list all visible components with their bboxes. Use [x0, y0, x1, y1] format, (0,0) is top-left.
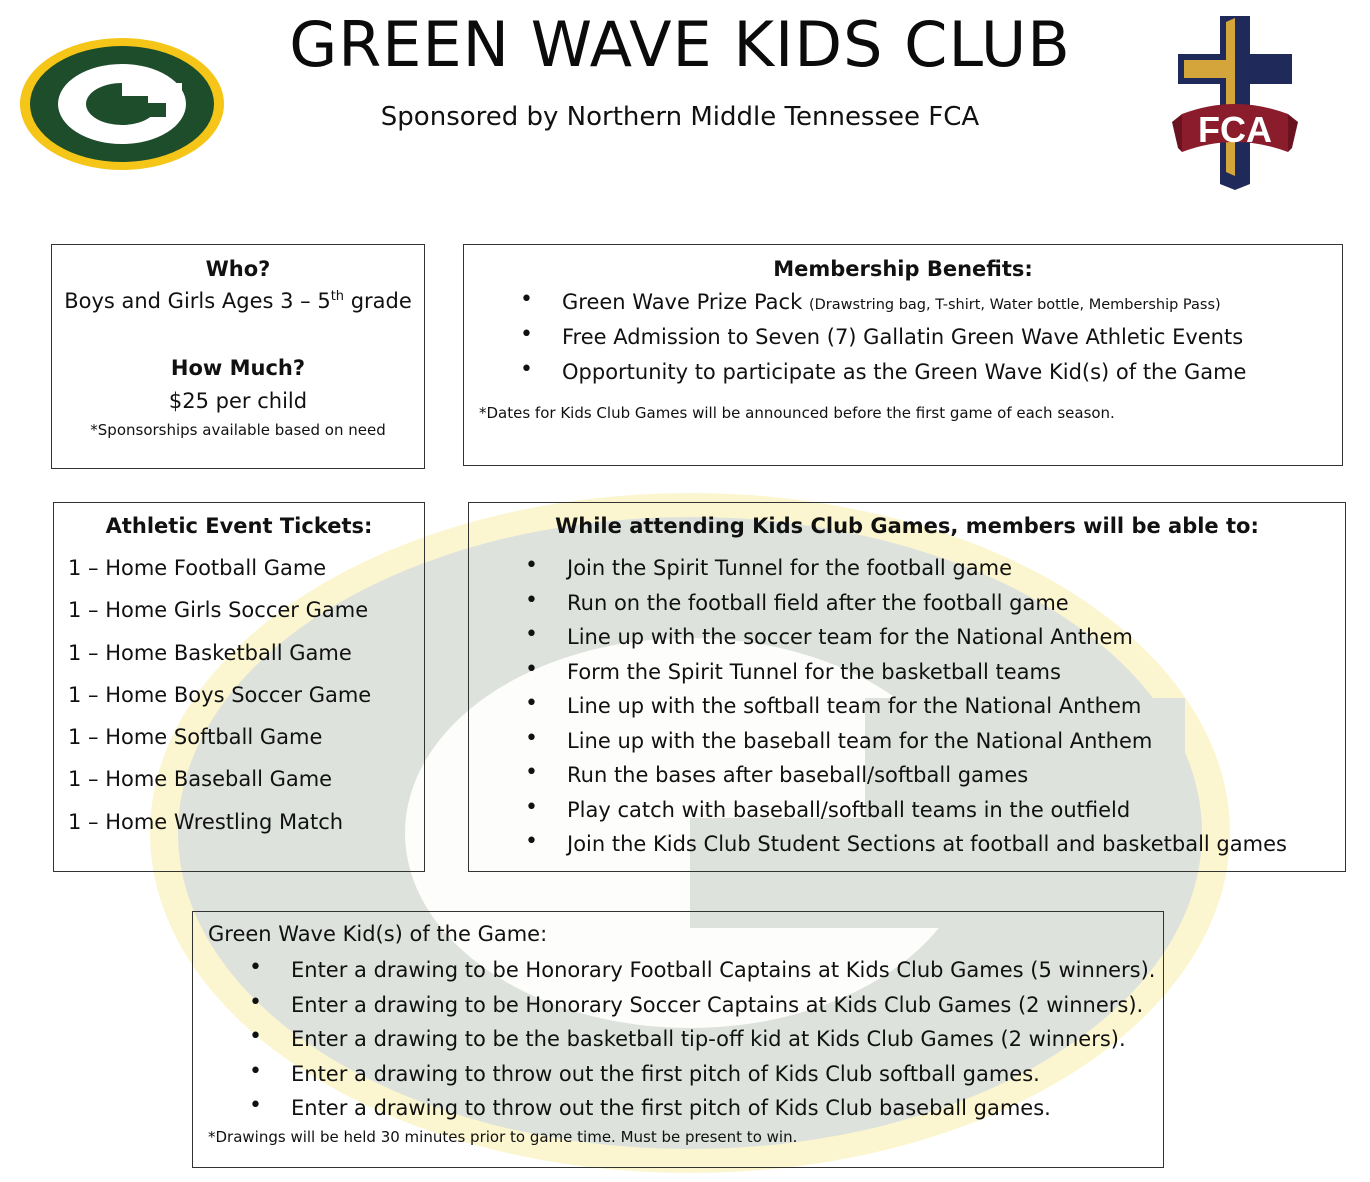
list-item: • Run on the football field after the football game [525, 587, 1069, 615]
tickets-box [53, 502, 425, 872]
sponsorship-note: *Sponsorships available based on need [90, 421, 386, 439]
price-text: $25 per child [168, 389, 308, 413]
list-item: • Enter a drawing to be the basketball tip-off kid at Kids Club Games (2 winners). [249, 1024, 1126, 1051]
attending-heading: While attending Kids Club Games, members will be able to: [555, 514, 1259, 538]
attending-box [468, 502, 1346, 872]
fca-cross-logo-icon [1160, 10, 1310, 190]
who-box [51, 244, 425, 469]
kid-of-game-heading: Green Wave Kid(s) of the Game: [208, 922, 548, 946]
list-item: • Join the Spirit Tunnel for the football game [525, 553, 1012, 580]
tickets-list [68, 547, 418, 843]
membership-box [463, 244, 1343, 466]
list-item: • Line up with the soccer team for the National Anthem [525, 622, 1133, 649]
list-item: 1 – Home Wrestling Match [68, 809, 344, 834]
who-text: Boys and Girls Ages 3 – 5th grade [64, 289, 412, 313]
how-much-heading: How Much? [170, 356, 306, 380]
who-heading: Who? [205, 257, 271, 281]
list-item: • Enter a drawing to throw out the first pitch of Kids Club softball games. [249, 1058, 1040, 1086]
list-item: • Line up with the baseball team for the National Anthem [525, 725, 1153, 753]
membership-heading: Membership Benefits: [773, 257, 1033, 281]
svg-text:FCA: FCA [1198, 109, 1272, 150]
list-item: • Opportunity to participate as the Green Wave Kid(s) of the Game [520, 357, 1247, 384]
attending-list [525, 553, 1337, 867]
green-bay-g-logo-icon [18, 36, 226, 172]
page-title: GREEN WAVE KIDS CLUB [289, 8, 1071, 81]
kid-of-game-box [192, 911, 1164, 1168]
list-item: • Form the Spirit Tunnel for the basketball teams [525, 656, 1061, 684]
list-item: 1 – Home Baseball Game [68, 767, 333, 792]
list-item: 1 – Home Softball Game [68, 725, 323, 750]
page-subtitle: Sponsored by Northern Middle Tennessee FCA [380, 102, 980, 132]
list-item: • Enter a drawing to be Honorary Soccer Captains at Kids Club Games (2 winners). [249, 989, 1144, 1017]
list-item: • Join the Kids Club Student Sections at football and basketball games [525, 829, 1287, 856]
list-item: 1 – Home Boys Soccer Game [68, 682, 372, 707]
kid-of-game-list [249, 955, 1156, 1131]
list-item: 1 – Home Girls Soccer Game [68, 598, 369, 623]
tickets-heading: Athletic Event Tickets: [105, 514, 373, 538]
list-item: • Enter a drawing to be Honorary Football Captains at Kids Club Games (5 winners). [249, 955, 1156, 982]
membership-list [520, 287, 1332, 395]
list-item: 1 – Home Basketball Game [68, 640, 352, 665]
list-item: • Play catch with baseball/softball teams in the outfield [525, 794, 1131, 822]
list-item: 1 – Home Football Game [68, 556, 327, 580]
membership-note: *Dates for Kids Club Games will be announced before the first game of each season. [479, 404, 1115, 422]
list-item: • Run the bases after baseball/softball games [525, 760, 1029, 787]
list-item: • Enter a drawing to throw out the first pitch of Kids Club baseball games. [249, 1093, 1051, 1120]
list-item: • Green Wave Prize Pack (Drawstring bag, T-shirt, Water bottle, Membership Pass) [520, 287, 1221, 314]
list-item: • Line up with the softball team for the National Anthem [525, 691, 1142, 718]
list-item: • Free Admission to Seven (7) Gallatin Green Wave Athletic Events [520, 322, 1244, 349]
drawing-note: *Drawings will be held 30 minutes prior to game time. Must be present to win. [208, 1128, 798, 1146]
